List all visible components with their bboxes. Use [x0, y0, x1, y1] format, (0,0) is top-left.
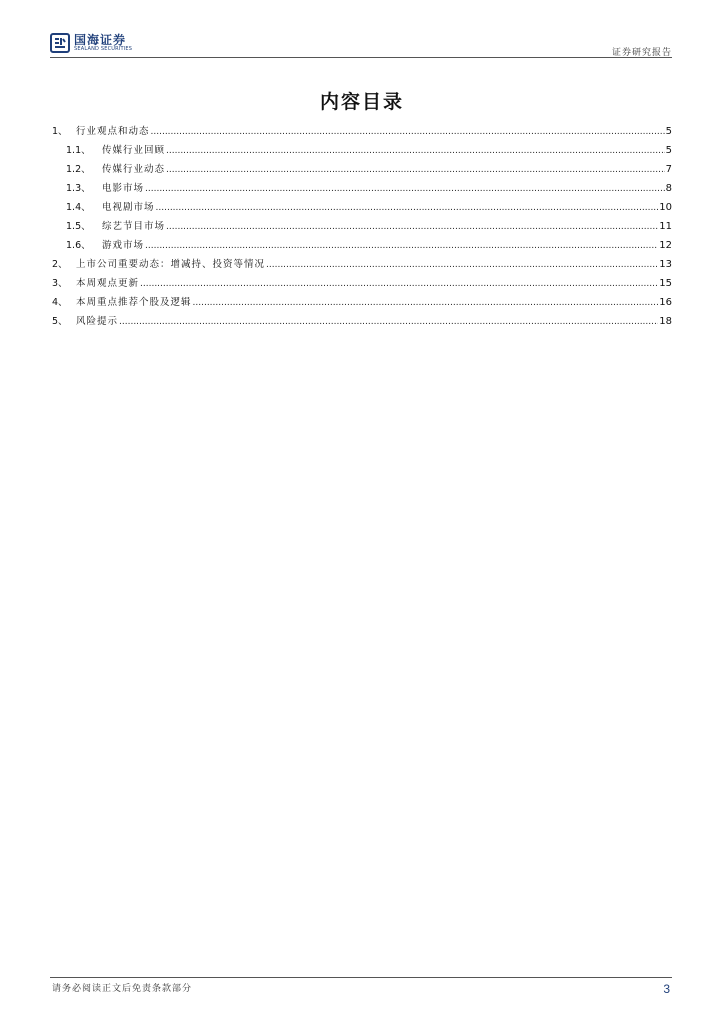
toc-entry-page[interactable]: 13 [659, 259, 672, 270]
sealand-logo-icon [50, 33, 70, 53]
toc-entry-number: 1.1、 [66, 145, 91, 156]
toc-entry-page[interactable]: 10 [659, 202, 672, 213]
toc-entry-number: 1.4、 [66, 202, 91, 213]
toc-entry-page[interactable]: 5 [665, 145, 672, 156]
toc-title: 内容目录 [319, 91, 404, 113]
toc-entry-label[interactable]: 行业观点和动态 [76, 126, 150, 137]
toc-entry-number: 1.2、 [66, 164, 91, 175]
toc-leader-dots [166, 165, 665, 175]
toc-leader-dots [151, 127, 665, 137]
toc-entry-number: 1.5、 [66, 221, 91, 232]
toc-entry-number: 1、 [52, 126, 68, 137]
table-of-contents [52, 123, 672, 332]
toc-entry-number: 3、 [52, 278, 68, 289]
toc-entry[interactable] [52, 142, 672, 161]
toc-entry-page[interactable]: 8 [665, 183, 672, 194]
toc-entry[interactable] [52, 180, 672, 199]
toc-leader-dots [166, 222, 658, 232]
toc-entry-number: 1.3、 [66, 183, 91, 194]
toc-entry[interactable] [52, 218, 672, 237]
toc-entry-number: 5、 [52, 316, 68, 327]
brand-name-cn: 国海证券 [74, 33, 127, 47]
footer-divider [50, 977, 672, 978]
toc-entry[interactable] [52, 275, 672, 294]
toc-entry-number: 2、 [52, 259, 68, 270]
toc-entry[interactable] [52, 313, 672, 332]
toc-entry[interactable] [52, 161, 672, 180]
page-number: 3 [663, 982, 670, 996]
toc-entry[interactable] [52, 237, 672, 256]
toc-entry-label[interactable]: 游戏市场 [102, 240, 145, 251]
header-divider [50, 57, 672, 58]
toc-entry-page[interactable]: 5 [665, 126, 672, 137]
toc-entry-page[interactable]: 18 [659, 316, 672, 327]
toc-entry-label[interactable]: 本周观点更新 [76, 278, 140, 289]
toc-entry-number: 1.6、 [66, 240, 91, 251]
toc-entry-number: 4、 [52, 297, 68, 308]
brand-name-en: SEALAND SECURITIES [74, 46, 133, 52]
toc-entry-label[interactable]: 本周重点推荐个股及逻辑 [76, 297, 192, 308]
toc-entry-label[interactable]: 综艺节目市场 [102, 221, 166, 232]
toc-entry-label[interactable]: 传媒行业动态 [102, 164, 166, 175]
page-header [50, 32, 672, 58]
toc-entry[interactable] [52, 256, 672, 275]
toc-entry-label[interactable]: 电影市场 [102, 183, 145, 194]
toc-entry-label[interactable]: 传媒行业回顾 [102, 145, 166, 156]
toc-leader-dots [156, 203, 659, 213]
toc-leader-dots [266, 260, 658, 270]
toc-leader-dots [145, 241, 658, 251]
toc-entry-label[interactable]: 电视剧市场 [102, 202, 155, 213]
toc-leader-dots [145, 184, 665, 194]
footer-disclaimer: 请务必阅读正文后免责条款部分 [52, 984, 193, 994]
toc-entry-label[interactable]: 风险提示 [76, 316, 119, 327]
toc-entry-label[interactable]: 上市公司重要动态：增减持、投资等情况 [76, 259, 266, 270]
toc-entry[interactable] [52, 294, 672, 313]
toc-leader-dots [140, 279, 658, 289]
toc-entry-page[interactable]: 7 [665, 164, 672, 175]
toc-entry-page[interactable]: 11 [659, 221, 672, 232]
toc-leader-dots [193, 298, 659, 308]
toc-entry[interactable] [52, 123, 672, 142]
toc-leader-dots [119, 317, 658, 327]
toc-leader-dots [166, 146, 665, 156]
toc-entry-page[interactable]: 15 [659, 278, 672, 289]
report-type: 证券研究报告 [611, 48, 672, 58]
toc-entry-page[interactable]: 16 [659, 297, 672, 308]
toc-entry-page[interactable]: 12 [659, 240, 672, 251]
toc-entry[interactable] [52, 199, 672, 218]
